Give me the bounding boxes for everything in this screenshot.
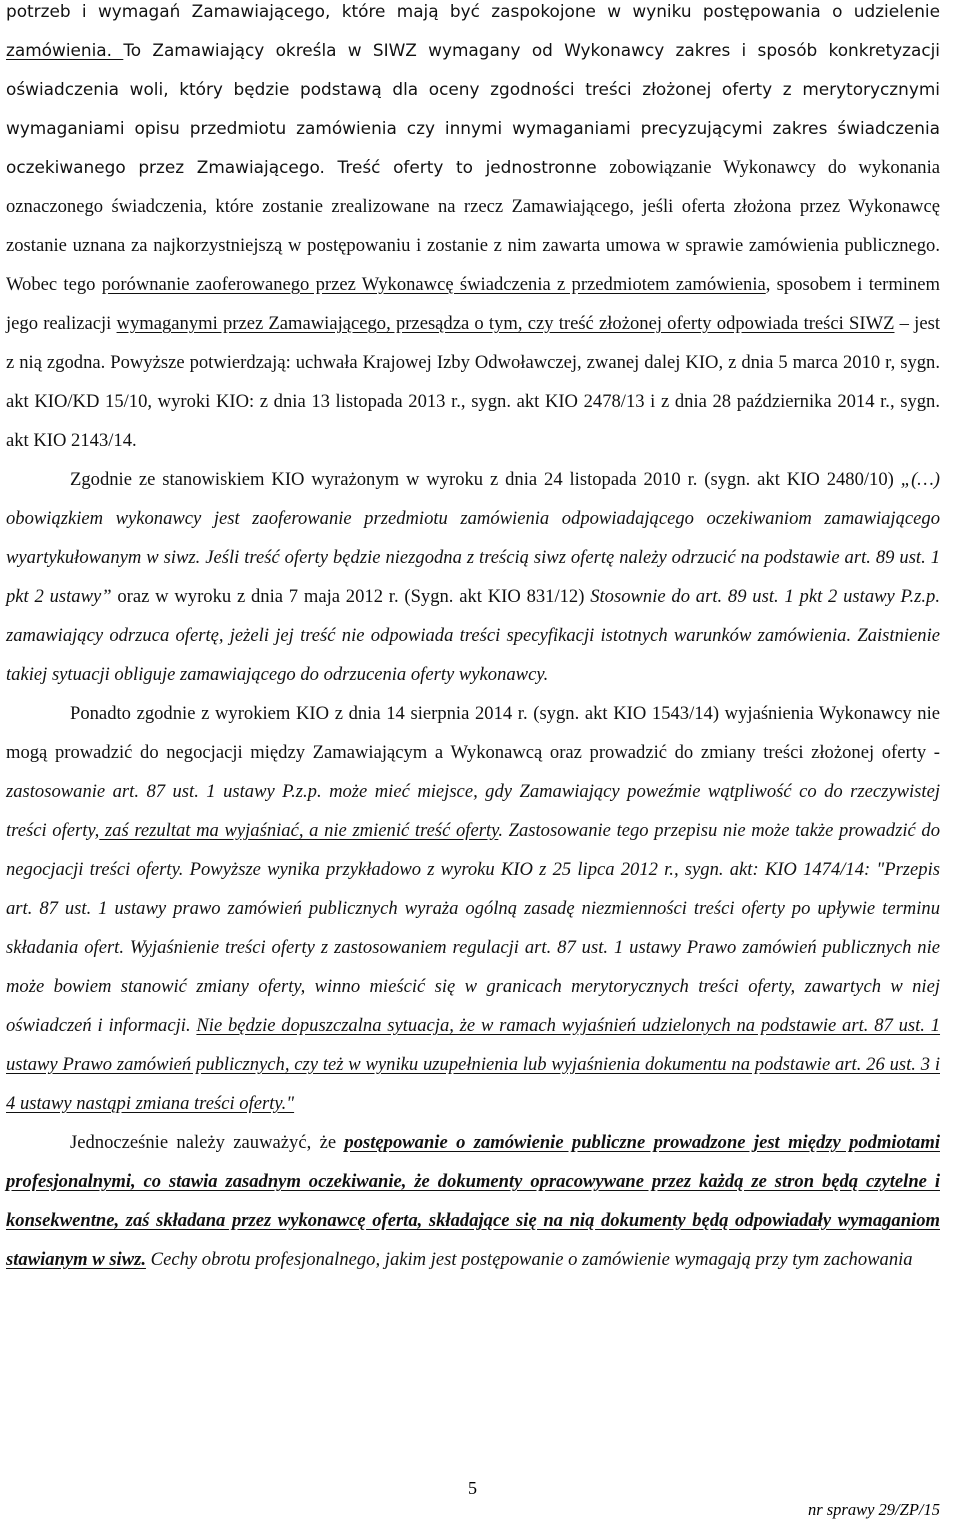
p1-text-2: zamówienia. bbox=[6, 40, 124, 60]
p1-text-1: potrzeb i wymagań Zamawiającego, które mają być zaspokojone w wyniku postępowania o udzielenie bbox=[6, 1, 940, 21]
p3-text-1: Ponadto zgodnie z wyrokiem KIO z dnia 14 sierpnia 2014 r. (sygn. akt KIO 1543/14) wyjaśnienia Wykonawcy nie mogą prowadzić do negocjacji między Zamawiającym a Wykonawcą oraz prowadzić do zmiany treści złożonej oferty - bbox=[6, 703, 940, 763]
p1-text-9: – jest z nią zgodna. Powyższe potwierdzają: uchwała Krajowej Izby Odwoławczej, zwanej dalej KIO, z dnia 5 marca 2010 r, sygn. akt KIO/KD 15/10, wyroki KIO: z dnia 13 listopada 2013 r., sygn. akt KIO 2478/13 i z dnia 28 października 2014 r., sygn. akt KIO 2143/14. bbox=[6, 313, 941, 451]
p3-text-3: zaś rezultat ma wyjaśniać, a nie zmienić treść oferty bbox=[99, 820, 499, 841]
paragraph-3 bbox=[6, 694, 940, 1123]
p4-text-2: postępowanie o zamówienie publiczne prowadzone jest między podmiotami profesjonalnymi, co stawia zasadnym oczekiwanie, że dokumenty opracowywane przez każdą ze stron będą czytelne i konsekwentne, zaś składana przez wykonawcę oferta, składające się na nią dokumenty będą odpowiadały wymaganiom stawianym w siwz. bbox=[6, 1132, 940, 1270]
p1-text-7: , sposobem i terminem jego realizacji bbox=[6, 274, 940, 334]
document-body bbox=[6, 0, 940, 1279]
p1-text-8: wymaganymi przez Zamawiającego, przesądza o tym, czy treść złożonej oferty odpowiada treści SIWZ bbox=[116, 313, 895, 334]
p4-text-1: Jednocześnie należy zauważyć, że bbox=[70, 1132, 345, 1153]
case-number: nr sprawy 29/ZP/15 bbox=[807, 1500, 940, 1519]
p1-text-3: To Zamawiający określa w SIWZ wymagany od Wykonawcy zakres i sposób konkretyzacji oświadczenia woli, który będzie podstawą dla oceny zgodności treści złożonej oferty z merytorycznymi wymaganiami opisu przedmiotu zamówienia bbox=[6, 40, 941, 138]
paragraph-2 bbox=[6, 460, 940, 694]
p2-text-1: Zgodnie ze stanowiskiem KIO wyrażonym w wyroku z dnia 24 listopada 2010 r. (sygn. akt KIO 2480/10) bbox=[70, 469, 901, 490]
p3-text-4: . Zastosowanie tego przepisu nie może także prowadzić do negocjacji treści oferty. Powyższe wynika przykładowo z wyroku KIO z 25 lipca 2012 r., sygn. akt: KIO 1474/14: "Przepis art. 87 ust. 1 ustawy prawo zamówień publicznych wyraża ogólną zasadę niezmienności treści oferty po upływie terminu składania ofert. Wyjaśnienie treści oferty z zastosowaniem regulacji art. 87 ust. 1 ustawy Prawo zamówień publicznych nie może bowiem stanowić zmiany oferty, winno mieścić się w granicach merytorycznych treści oferty, zawartych w niej oświadczeń i informacji. bbox=[6, 820, 941, 1036]
p1-text-5: zobowiązanie Wykonawcy do wykonania oznaczonego świadczenia, które zostanie zrealizowane na rzecz Zamawiającego, jeśli oferta złożona przez Wykonawcę zostanie uznana za najkorzystniejszą w postępowaniu i zostanie z nim zawarta umowa w sprawie zamówienia publicznego. Wobec tego bbox=[6, 157, 940, 295]
p1-text-6: porównanie zaoferowanego przez Wykonawcę świadczenia z przedmiotem zamówienia bbox=[101, 274, 766, 295]
p3-text-5: Nie będzie dopuszczalna sytuacja, że w ramach wyjaśnień udzielonych na podstawie art. 87 ust. 1 ustawy Prawo zamówień publicznych, czy też w wyniku uzupełnienia lub wyjaśnienia dokumentu na podstawie art. 26 ust. 3 i 4 ustawy nastąpi zmiana treści oferty." bbox=[6, 1015, 941, 1114]
p2-quote: „(…) obowiązkiem wykonawcy jest zaoferowanie przedmiotu zamówienia odpowiadającego oczekiwaniom zamawiającego wyartykułowanym w siwz. Jeśli treść oferty będzie niezgodna z treścią siwz ofertę należy odrzucić na podstawie art. 89 ust. 1 pkt 2 ustawy” bbox=[6, 469, 940, 607]
p4-text-3: Cechy obrotu profesjonalnego, jakim jest postępowanie o zamówienie wymagają przy tym zachowania bbox=[146, 1249, 913, 1270]
p2-quote-2: Stosownie do art. 89 ust. 1 pkt 2 ustawy P.z.p. zamawiający odrzuca ofertę, jeżeli jej treść nie odpowiada treści specyfikacji istotnych warunków zamówienia. Zaistnienie takiej sytuacji obliguje zamawiającego do odrzucenia oferty wykonawcy. bbox=[6, 586, 940, 685]
paragraph-1 bbox=[6, 0, 940, 460]
p3-text-2: zastosowanie art. 87 ust. 1 ustawy P.z.p. może mieć miejsce, gdy Zamawiający poweźmie wątpliwość co do rzeczywistej treści oferty, bbox=[6, 781, 940, 841]
p1-text-4: czy innymi wymaganiami precyzującymi zakres świadczenia oczekiwanego przez Zmawiającego. Treść oferty to jednostronne bbox=[6, 118, 941, 177]
paragraph-4 bbox=[6, 1123, 940, 1279]
p2-text-3: oraz w wyroku z dnia 7 maja 2012 r. (Sygn. akt KIO 831/12) bbox=[111, 586, 591, 607]
page-number: 5 bbox=[468, 1478, 477, 1498]
